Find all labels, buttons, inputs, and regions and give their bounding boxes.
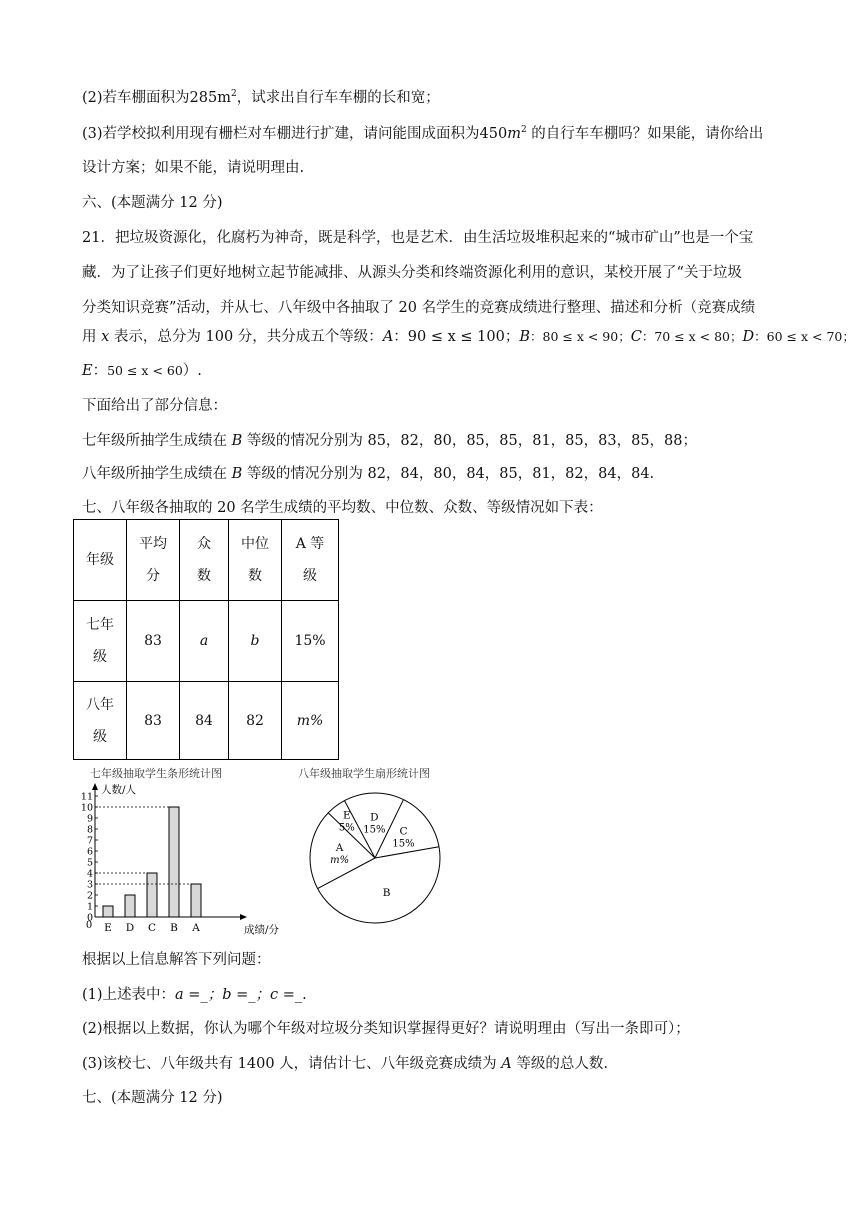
slice-label-C: C (399, 825, 408, 838)
bar-C (147, 873, 157, 917)
q21-line5: E：50 ≤ x < 60）. (82, 363, 202, 379)
cell-median: 82 (229, 682, 282, 760)
header-a-level: A 等 级 (282, 520, 339, 601)
section-six-heading: 六、(本题满分 12 分) (82, 195, 223, 211)
slice-value-C: 15% (392, 838, 415, 850)
y-tick-label: 7 (86, 835, 93, 847)
q21-line3: 分类知识竞赛”活动，并从七、八年级中各抽取了 20 名学生的竞赛成绩进行整理、描述和分析（竞赛成绩 (82, 300, 756, 316)
cell-mode: a (180, 601, 229, 682)
x-tick-label: E (104, 922, 112, 934)
slice-label-D: D (370, 811, 379, 824)
stats-table (73, 519, 339, 760)
section-seven-heading: 七、(本题满分 12 分) (82, 1090, 223, 1106)
bar-D (125, 895, 135, 917)
cell-a-level: m% (282, 682, 339, 760)
table-row (74, 682, 339, 760)
header-mean: 平均 分 (127, 520, 180, 601)
slice-label-A: A (335, 842, 344, 855)
y-axis-arrow (92, 783, 98, 790)
y-tick-label: 5 (86, 857, 93, 869)
y-tick-label: 2 (86, 890, 93, 902)
bar-chart-caption: 七年级抽取学生条形统计图 (90, 767, 222, 780)
header-grade: 年级 (74, 520, 127, 601)
bar-chart (80, 780, 300, 940)
x-tick-label: D (125, 922, 135, 934)
q21-line4: 用 x 表示，总分为 100 分，共分成五个等级：A：90 ≤ x ≤ 100；B：80 ≤ x < 90；C：70 ≤ x < 80；D：60 ≤ x < 70； (82, 329, 855, 345)
q21-line1: 21．把垃圾资源化，化腐朽为神奇，既是科学，也是艺术．由生活垃圾堆积起来的“城市矿山”也是一个宝 (82, 230, 754, 246)
y-tick-label: 8 (86, 824, 93, 836)
slice-value-D: 15% (363, 824, 386, 836)
slice-value-A: m% (330, 855, 350, 867)
answer-part2: (2)根据以上数据，你认为哪个年级对垃圾分类知识掌握得更好？请说明理由（写出一条即可）； (82, 1021, 690, 1037)
slice-label-B: B (382, 886, 391, 899)
answer-part3: (3)该校七、八年级共有 1400 人，请估计七、八年级竞赛成绩为 A 等级的总人数. (82, 1056, 608, 1072)
y-tick-label: 9 (86, 813, 93, 825)
cell-a-level: 15% (282, 601, 339, 682)
y-tick-label: 6 (86, 846, 93, 858)
table-intro: 七、八年级各抽取的 20 名学生成绩的平均数、中位数、众数、等级情况如下表： (82, 500, 603, 516)
x-tick-label: B (170, 922, 178, 934)
y-axis-label: 人数/人 (101, 784, 137, 796)
q20-part2: (2)若车棚面积为$285m^2$，试求出自行车车棚的长和宽； (82, 89, 440, 106)
y-tick-label: 3 (86, 879, 93, 891)
pie-chart-caption: 八年级抽取学生扇形统计图 (298, 767, 430, 780)
q20-part3-line2: 设计方案；如果不能，请说明理由. (82, 160, 305, 176)
origin-label: 0 (85, 920, 93, 931)
slice-value-E: 5% (338, 822, 355, 834)
cell-mean: 83 (127, 682, 180, 760)
y-tick-label: 11 (80, 791, 93, 803)
cell-median: b (229, 601, 282, 682)
header-median: 中位 数 (229, 520, 282, 601)
q20-part3-line1: (3)若学校拟利用现有栅栏对车棚进行扩建，请问能围成面积为$450m^2$ 的自行车车棚吗？如果能，请你给出 (82, 125, 764, 142)
cell-mode: 84 (180, 682, 229, 760)
table-row (74, 601, 339, 682)
y-tick-label: 0 (86, 912, 93, 924)
row-grade-label: 七年 级 (74, 601, 127, 682)
answer-part1: (1)上述表中：a =_；b =_；c =_. (82, 987, 307, 1003)
bar-A (191, 884, 201, 917)
cell-mean: 83 (127, 601, 180, 682)
pie-chart (300, 780, 450, 930)
y-tick-label: 10 (80, 802, 93, 814)
x-axis-arrow (240, 914, 247, 920)
grade8-b-scores: 八年级所抽学生成绩在 B 等级的情况分别为 82，84，80，84，85，81，82，84，84. (82, 466, 655, 482)
slice-label-E: E (342, 809, 351, 822)
grade7-b-scores: 七年级所抽学生成绩在 B 等级的情况分别为 85，82，80，85，85，81，85，83，85，88； (82, 433, 697, 449)
info-intro: 下面给出了部分信息： (82, 398, 227, 414)
header-mode: 众 数 (180, 520, 229, 601)
table-header-row (74, 520, 339, 601)
q21-line2: 藏．为了让孩子们更好地树立起节能减排、从源头分类和终端资源化利用的意识，某校开展了“关于垃圾 (82, 265, 742, 281)
bar-E (103, 906, 113, 917)
row-grade-label: 八年 级 (74, 682, 127, 760)
x-axis-label: 成绩/分 (244, 924, 280, 936)
y-tick-label: 1 (86, 901, 93, 913)
y-tick-label: 4 (86, 868, 93, 880)
x-tick-label: A (192, 922, 200, 934)
x-tick-label: C (147, 922, 157, 934)
bar-B (169, 807, 179, 917)
answer-intro: 根据以上信息解答下列问题： (82, 952, 271, 968)
